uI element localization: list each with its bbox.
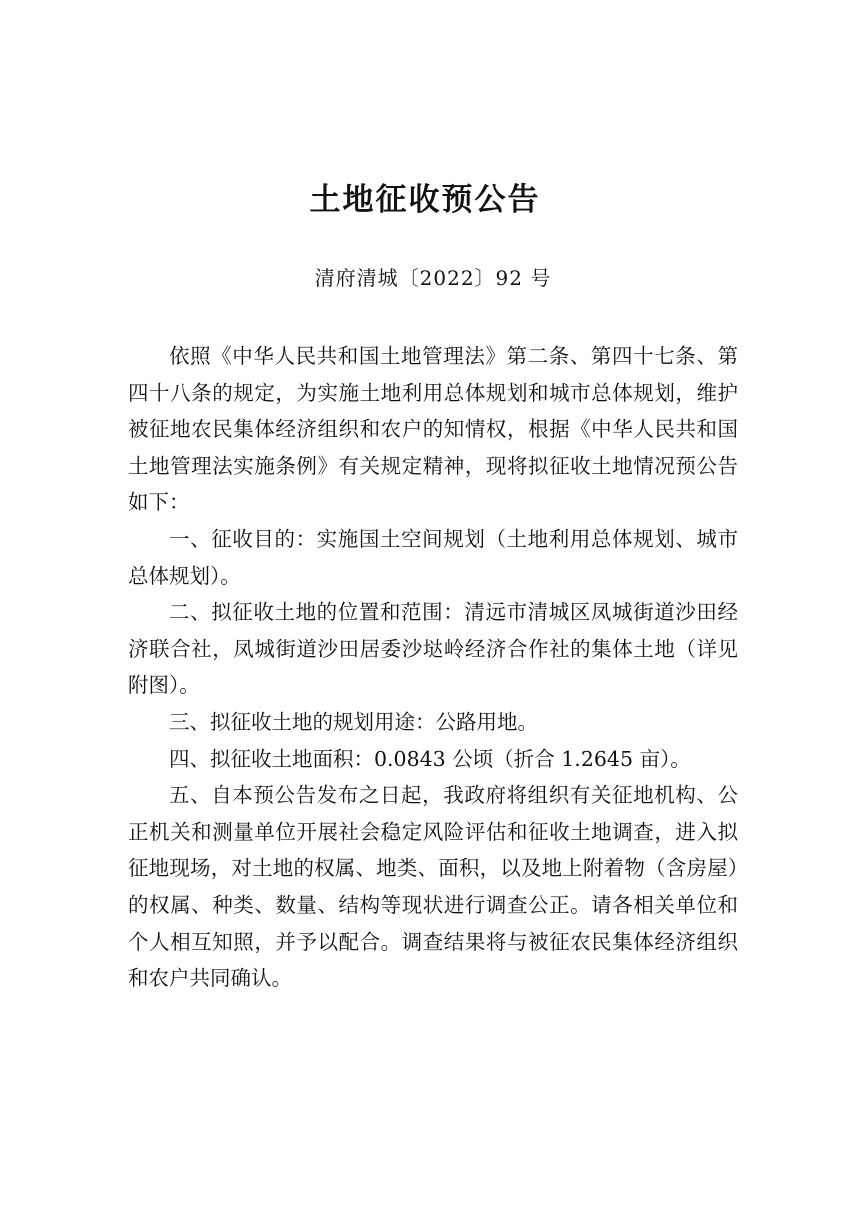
paragraph-location: 二、拟征收土地的位置和范围：清远市清城区凤城街道沙田经济联合社，凤城街道沙田居委沙垯岭经济合作社的集体土地（详见附图）。 [128,600,738,698]
document-number: 清府清城〔2022〕92 号 [314,266,552,290]
paragraph-survey: 五、自本预公告发布之日起，我政府将组织有关征地机构、公正机关和测量单位开展社会稳定风险评估和征收土地调查，进入拟征地现场，对土地的权属、地类、面积，以及地上附着物（含房屋）的权属、种类、数量、结构等现状进行调查公正。请各相关单位和个人相互知照，并予以配合。调查结果将与被征农民集体经济组织和农户共同确认。 [128,783,738,991]
document-title: 土地征收预公告 [309,182,541,218]
paragraph-purpose: 一、征收目的：实施国土空间规划（土地利用总体规划、城市总体规划）。 [128,526,738,588]
scan-mark [28,1174,42,1177]
paragraph-area: 四、拟征收土地面积：0.0843 公顷（折合 1.2645 亩）。 [169,746,691,771]
paragraph-intro: 依照《中华人民共和国土地管理法》第二条、第四十七条、第四十八条的规定，为实施土地利用总体规划和城市总体规划，维护被征地农民集体经济组织和农户的知情权，根据《中华人民共和国土地管理法实施条例》有关规定精神，现将拟征收土地情况预公告如下： [128,344,738,515]
paragraph-land-use: 三、拟征收土地的规划用途：公路用地。 [169,709,538,734]
document-body [128,338,738,997]
